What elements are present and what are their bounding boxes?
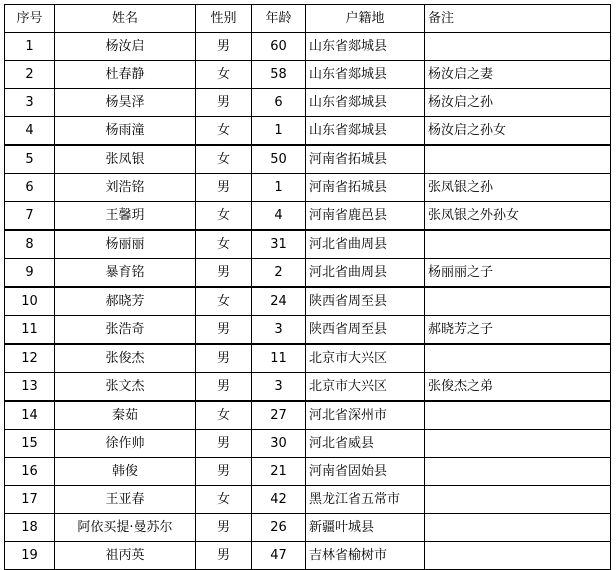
table-row <box>5 514 611 542</box>
table-row <box>5 486 611 514</box>
cell-remark: 杨汝启之孙女 <box>425 117 611 146</box>
cell-index: 15 <box>5 430 55 458</box>
cell-gender: 女 <box>196 61 252 89</box>
roster-sheet <box>4 4 611 570</box>
cell-hometown: 河北省曲周县 <box>306 259 425 288</box>
table-row <box>5 316 611 345</box>
cell-age: 11 <box>252 344 306 373</box>
cell-gender: 男 <box>196 344 252 373</box>
cell-gender: 男 <box>196 430 252 458</box>
cell-remark: 郝晓芳之子 <box>425 316 611 345</box>
cell-name: 阿依买提·曼苏尔 <box>55 514 196 542</box>
cell-gender: 男 <box>196 174 252 202</box>
cell-age: 42 <box>252 486 306 514</box>
cell-hometown: 吉林省榆树市 <box>306 542 425 570</box>
table-row <box>5 145 611 174</box>
cell-hometown: 山东省郯城县 <box>306 117 425 146</box>
cell-gender: 男 <box>196 373 252 402</box>
table-row <box>5 373 611 402</box>
cell-remark <box>425 230 611 259</box>
cell-age: 27 <box>252 401 306 430</box>
cell-index: 1 <box>5 33 55 61</box>
cell-remark <box>425 287 611 316</box>
table-row <box>5 401 611 430</box>
cell-remark: 张俊杰之弟 <box>425 373 611 402</box>
cell-gender: 女 <box>196 117 252 146</box>
header-cell: 性别 <box>196 5 252 33</box>
cell-gender: 男 <box>196 542 252 570</box>
header-cell: 年龄 <box>252 5 306 33</box>
cell-index: 10 <box>5 287 55 316</box>
cell-index: 3 <box>5 89 55 117</box>
cell-remark: 杨汝启之妻 <box>425 61 611 89</box>
cell-name: 张文杰 <box>55 373 196 402</box>
cell-remark <box>425 542 611 570</box>
cell-hometown: 山东省郯城县 <box>306 61 425 89</box>
cell-hometown: 北京市大兴区 <box>306 373 425 402</box>
cell-gender: 男 <box>196 33 252 61</box>
table-row <box>5 287 611 316</box>
cell-gender: 女 <box>196 202 252 231</box>
cell-age: 21 <box>252 458 306 486</box>
cell-hometown: 河南省拓城县 <box>306 145 425 174</box>
cell-name: 杨汝启 <box>55 33 196 61</box>
cell-hometown: 新疆叶城县 <box>306 514 425 542</box>
cell-name: 暴育铭 <box>55 259 196 288</box>
cell-remark: 杨汝启之孙 <box>425 89 611 117</box>
cell-hometown: 陕西省周至县 <box>306 316 425 345</box>
cell-gender: 男 <box>196 316 252 345</box>
cell-age: 58 <box>252 61 306 89</box>
cell-index: 18 <box>5 514 55 542</box>
cell-gender: 男 <box>196 89 252 117</box>
cell-name: 杨雨潼 <box>55 117 196 146</box>
cell-remark <box>425 514 611 542</box>
cell-name: 张凤银 <box>55 145 196 174</box>
cell-hometown: 河南省固始县 <box>306 458 425 486</box>
roster-table <box>4 4 611 570</box>
cell-name: 王亚春 <box>55 486 196 514</box>
cell-hometown: 河北省威县 <box>306 430 425 458</box>
table-body <box>5 33 611 570</box>
cell-index: 11 <box>5 316 55 345</box>
cell-index: 9 <box>5 259 55 288</box>
cell-index: 16 <box>5 458 55 486</box>
cell-remark: 杨丽丽之子 <box>425 259 611 288</box>
cell-index: 19 <box>5 542 55 570</box>
cell-index: 4 <box>5 117 55 146</box>
cell-age: 60 <box>252 33 306 61</box>
cell-age: 3 <box>252 373 306 402</box>
table-row <box>5 174 611 202</box>
cell-name: 刘浩铭 <box>55 174 196 202</box>
cell-gender: 女 <box>196 486 252 514</box>
header-cell: 户籍地 <box>306 5 425 33</box>
cell-age: 50 <box>252 145 306 174</box>
table-row <box>5 33 611 61</box>
table-row <box>5 259 611 288</box>
cell-gender: 女 <box>196 230 252 259</box>
cell-remark: 张凤银之孙 <box>425 174 611 202</box>
cell-index: 13 <box>5 373 55 402</box>
cell-age: 3 <box>252 316 306 345</box>
cell-gender: 男 <box>196 514 252 542</box>
cell-hometown: 山东省郯城县 <box>306 89 425 117</box>
cell-remark <box>425 430 611 458</box>
cell-age: 47 <box>252 542 306 570</box>
cell-hometown: 北京市大兴区 <box>306 344 425 373</box>
cell-age: 1 <box>252 174 306 202</box>
cell-name: 张俊杰 <box>55 344 196 373</box>
header-cell: 姓名 <box>55 5 196 33</box>
cell-name: 杜春静 <box>55 61 196 89</box>
cell-gender: 女 <box>196 145 252 174</box>
cell-name: 郝晓芳 <box>55 287 196 316</box>
cell-index: 6 <box>5 174 55 202</box>
cell-remark <box>425 33 611 61</box>
cell-remark <box>425 145 611 174</box>
cell-name: 韩俊 <box>55 458 196 486</box>
table-row <box>5 458 611 486</box>
cell-index: 8 <box>5 230 55 259</box>
cell-age: 24 <box>252 287 306 316</box>
cell-age: 1 <box>252 117 306 146</box>
cell-index: 7 <box>5 202 55 231</box>
cell-index: 5 <box>5 145 55 174</box>
cell-hometown: 河南省鹿邑县 <box>306 202 425 231</box>
cell-name: 张浩奇 <box>55 316 196 345</box>
cell-age: 26 <box>252 514 306 542</box>
cell-remark <box>425 458 611 486</box>
cell-gender: 男 <box>196 458 252 486</box>
cell-index: 17 <box>5 486 55 514</box>
cell-gender: 男 <box>196 259 252 288</box>
cell-age: 30 <box>252 430 306 458</box>
cell-age: 6 <box>252 89 306 117</box>
cell-index: 14 <box>5 401 55 430</box>
table-row <box>5 230 611 259</box>
cell-index: 12 <box>5 344 55 373</box>
cell-hometown: 黑龙江省五常市 <box>306 486 425 514</box>
table-row <box>5 89 611 117</box>
table-row <box>5 344 611 373</box>
cell-name: 秦茹 <box>55 401 196 430</box>
table-row <box>5 117 611 146</box>
table-row <box>5 542 611 570</box>
cell-name: 杨丽丽 <box>55 230 196 259</box>
cell-age: 31 <box>252 230 306 259</box>
cell-name: 杨昊泽 <box>55 89 196 117</box>
cell-gender: 女 <box>196 401 252 430</box>
cell-remark <box>425 486 611 514</box>
cell-hometown: 山东省郯城县 <box>306 33 425 61</box>
cell-hometown: 河北省曲周县 <box>306 230 425 259</box>
header-cell: 备注 <box>425 5 611 33</box>
cell-remark <box>425 401 611 430</box>
cell-age: 4 <box>252 202 306 231</box>
cell-gender: 女 <box>196 287 252 316</box>
cell-hometown: 河北省深州市 <box>306 401 425 430</box>
cell-hometown: 陕西省周至县 <box>306 287 425 316</box>
cell-name: 祖丙英 <box>55 542 196 570</box>
header-cell: 序号 <box>5 5 55 33</box>
header-row <box>5 5 611 33</box>
cell-hometown: 河南省拓城县 <box>306 174 425 202</box>
cell-name: 王馨玥 <box>55 202 196 231</box>
cell-remark: 张凤银之外孙女 <box>425 202 611 231</box>
cell-remark <box>425 344 611 373</box>
cell-age: 2 <box>252 259 306 288</box>
cell-name: 徐作帅 <box>55 430 196 458</box>
cell-index: 2 <box>5 61 55 89</box>
table-row <box>5 430 611 458</box>
table-row <box>5 61 611 89</box>
table-row <box>5 202 611 231</box>
